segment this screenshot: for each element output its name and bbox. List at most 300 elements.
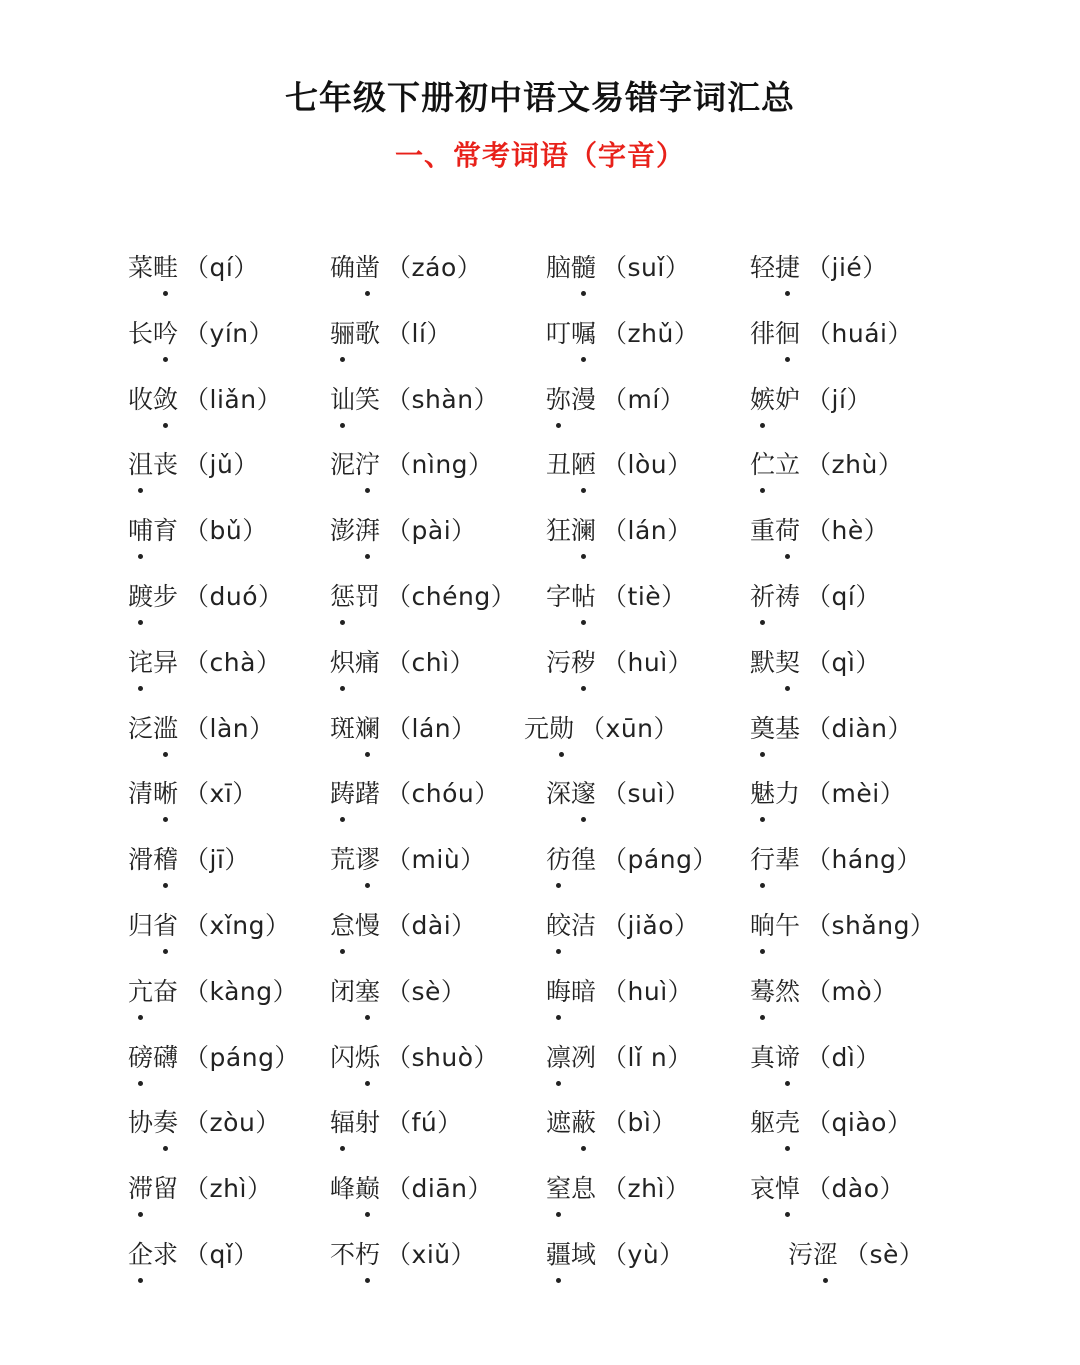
vocab-entry (750, 968, 898, 1016)
vocab-char-text: 狂 (546, 516, 572, 546)
emphasis-dot-icon (138, 1081, 143, 1086)
vocab-word (330, 639, 380, 687)
vocab-entry (128, 244, 259, 292)
emphasis-dot-icon (760, 620, 765, 625)
vocab-char (355, 1034, 380, 1082)
emphasis-dot-icon (556, 1015, 561, 1020)
vocab-pinyin: （páng） (184, 1042, 300, 1072)
vocab-char (571, 376, 596, 424)
vocab-entry (546, 573, 687, 621)
vocab-entry (546, 836, 718, 884)
vocab-entry (330, 573, 516, 621)
vocab-word (546, 244, 596, 292)
vocab-char-text: 惩 (330, 581, 356, 611)
vocab-char-text: 泛 (128, 713, 154, 743)
vocab-entry (128, 639, 281, 687)
vocab-char (571, 507, 596, 555)
emphasis-dot-icon (163, 883, 168, 888)
vocab-row (0, 639, 1080, 705)
vocab-char (571, 968, 596, 1016)
vocab-pinyin: （xiǔ） (386, 1239, 477, 1269)
vocab-pinyin: （yín） (184, 318, 275, 348)
vocab-pinyin: （mò） (806, 976, 898, 1006)
vocab-char-text: 罚 (355, 581, 381, 611)
vocab-char-text: 澜 (571, 516, 597, 546)
vocab-char (330, 1099, 355, 1147)
vocab-char (524, 705, 549, 753)
vocab-char-text: 谛 (775, 1042, 801, 1072)
vocab-word (546, 1099, 596, 1147)
vocab-char-text: 洁 (571, 910, 597, 940)
vocab-entry (750, 244, 888, 292)
vocab-char (153, 902, 178, 950)
emphasis-dot-icon (340, 949, 345, 954)
vocab-char-text: 悼 (775, 1174, 801, 1204)
emphasis-dot-icon (581, 686, 586, 691)
vocab-pinyin: （lòu） (602, 450, 693, 480)
vocab-char-text: 涩 (813, 1239, 839, 1269)
vocab-char-text: 炽 (330, 647, 356, 677)
vocab-row (0, 770, 1080, 836)
emphasis-dot-icon (581, 620, 586, 625)
vocab-entry (330, 705, 477, 753)
vocab-char-text: 陋 (571, 450, 597, 480)
vocab-pinyin: （làn） (184, 713, 275, 743)
vocab-word (750, 1034, 800, 1082)
vocab-pinyin: （sè） (844, 1239, 925, 1269)
vocab-char-text: 祷 (775, 581, 801, 611)
section-heading: 一、常考词语（字音） (394, 139, 685, 172)
vocab-word (546, 902, 596, 950)
vocab-word (524, 705, 574, 753)
vocab-entry (546, 1165, 690, 1213)
vocab-char (546, 902, 571, 950)
vocab-row (0, 705, 1080, 771)
vocab-pinyin: （shuò） (386, 1042, 500, 1072)
vocab-word (330, 244, 380, 292)
vocab-char-text: 企 (128, 1239, 154, 1269)
vocab-char (330, 770, 355, 818)
vocab-char (571, 902, 596, 950)
vocab-word (546, 836, 596, 884)
emphasis-dot-icon (138, 488, 143, 493)
vocab-char (571, 1034, 596, 1082)
vocab-pinyin: （mí） (602, 384, 686, 414)
vocab-char-text: 慢 (355, 910, 381, 940)
vocab-row (0, 902, 1080, 968)
vocab-pinyin: （jiǎo） (602, 910, 700, 940)
vocab-char (775, 639, 800, 687)
vocab-char-text: 疆 (546, 1239, 572, 1269)
vocab-word (330, 310, 380, 358)
vocab-row (0, 1231, 1080, 1297)
vocab-char (355, 968, 380, 1016)
vocab-pinyin: （huái） (806, 318, 913, 348)
vocab-pinyin: （dào） (806, 1174, 906, 1204)
vocab-word (750, 376, 800, 424)
vocab-char-text: 嘱 (571, 318, 597, 348)
vocab-entry (128, 573, 284, 621)
vocab-pinyin: （sè） (386, 976, 467, 1006)
vocab-pinyin: （bǔ） (184, 516, 268, 546)
emphasis-dot-icon (163, 291, 168, 296)
vocab-char (549, 705, 574, 753)
vocab-char (128, 244, 153, 292)
vocab-pinyin: （huì） (602, 647, 694, 677)
vocab-char-text: 徊 (775, 318, 801, 348)
vocab-char (355, 376, 380, 424)
vocab-char (355, 1231, 380, 1279)
vocab-char (128, 1099, 153, 1147)
emphasis-dot-icon (340, 1146, 345, 1151)
vocab-pinyin: （lán） (602, 516, 693, 546)
vocab-char (775, 310, 800, 358)
vocab-row (0, 836, 1080, 902)
vocab-word (546, 310, 596, 358)
vocab-char (750, 1034, 775, 1082)
vocab-entry (128, 1034, 300, 1082)
vocab-pinyin: （fú） (386, 1108, 463, 1138)
vocab-word (128, 310, 178, 358)
vocab-char (128, 639, 153, 687)
vocab-pinyin: （xī） (184, 779, 258, 809)
emphasis-dot-icon (365, 752, 370, 757)
vocab-char (775, 507, 800, 555)
vocab-char (330, 836, 355, 884)
vocab-char (128, 902, 153, 950)
vocab-char-text: 重 (750, 516, 776, 546)
emphasis-dot-icon (556, 1212, 561, 1217)
vocab-char-text: 泥 (330, 450, 356, 480)
vocab-char-text: 归 (128, 910, 154, 940)
vocab-char (355, 441, 380, 489)
vocab-pinyin: （xǐng） (184, 910, 291, 940)
emphasis-dot-icon (785, 291, 790, 296)
vocab-char-text: 泞 (355, 450, 381, 480)
vocab-char-text: 长 (128, 318, 154, 348)
vocab-entry (128, 1099, 281, 1147)
vocab-word (750, 639, 800, 687)
vocab-word (330, 507, 380, 555)
vocab-word (330, 1231, 380, 1279)
vocab-char-text: 塞 (355, 976, 381, 1006)
vocab-word (128, 836, 178, 884)
vocab-char (546, 310, 571, 358)
vocab-char-text: 敛 (153, 384, 179, 414)
vocab-char-text: 诧 (128, 647, 154, 677)
vocab-char-text: 晦 (546, 976, 572, 1006)
vocab-pinyin: （liǎn） (184, 384, 283, 414)
vocab-char-text: 皎 (546, 910, 572, 940)
vocab-pinyin: （qiào） (806, 1108, 913, 1138)
vocab-entry (546, 507, 693, 555)
vocab-char-text: 亢 (128, 976, 154, 1006)
vocab-char-text: 弥 (546, 384, 572, 414)
vocab-entry (546, 968, 693, 1016)
vocab-char (128, 376, 153, 424)
vocab-word (546, 376, 596, 424)
vocab-pinyin: （dài） (386, 910, 477, 940)
vocab-char-text: 遮 (546, 1108, 572, 1138)
vocab-char-text: 斑 (330, 713, 356, 743)
vocab-row (0, 507, 1080, 573)
vocab-char-text: 躯 (750, 1108, 776, 1138)
emphasis-dot-icon (760, 817, 765, 822)
emphasis-dot-icon (785, 1146, 790, 1151)
vocab-word (546, 507, 596, 555)
vocab-entry (330, 376, 499, 424)
vocab-word (750, 770, 800, 818)
vocab-word (330, 770, 380, 818)
emphasis-dot-icon (760, 883, 765, 888)
vocab-pinyin: （zhǔ） (602, 318, 700, 348)
vocab-row (0, 1034, 1080, 1100)
vocab-char (330, 639, 355, 687)
vocab-char-text: 荒 (330, 845, 356, 875)
vocab-pinyin: （jǔ） (184, 450, 259, 480)
vocab-word (546, 573, 596, 621)
vocab-char-text: 帖 (571, 581, 597, 611)
emphasis-dot-icon (581, 488, 586, 493)
vocab-char (571, 1165, 596, 1213)
vocab-word (546, 1231, 596, 1279)
vocab-char-text: 轻 (750, 253, 776, 282)
vocab-char (571, 244, 596, 292)
vocab-entry (750, 1099, 912, 1147)
vocab-pinyin: （bì） (602, 1108, 677, 1138)
vocab-char-text: 深 (546, 779, 572, 809)
emphasis-dot-icon (163, 949, 168, 954)
vocab-entry (546, 1231, 685, 1279)
vocab-word (128, 507, 178, 555)
vocab-pinyin: （miù） (386, 845, 486, 875)
vocab-entry (128, 705, 275, 753)
vocab-char-text: 力 (775, 779, 801, 809)
vocab-char (546, 968, 571, 1016)
vocab-char-text: 妒 (775, 384, 801, 414)
vocab-word (750, 836, 800, 884)
vocab-char-text: 丧 (153, 450, 179, 480)
emphasis-dot-icon (365, 291, 370, 296)
vocab-char-text: 基 (775, 713, 801, 743)
vocab-char (330, 244, 355, 292)
vocab-char (128, 310, 153, 358)
vocab-char-text: 巅 (355, 1174, 381, 1204)
vocab-char (355, 770, 380, 818)
vocab-char (330, 310, 355, 358)
vocab-char-text: 笑 (355, 384, 381, 414)
vocab-entry (128, 770, 258, 818)
emphasis-dot-icon (138, 1278, 143, 1283)
vocab-pinyin: （háng） (806, 845, 922, 875)
vocab-char-text: 歌 (355, 318, 381, 348)
vocab-char-text: 息 (571, 1174, 597, 1204)
vocab-pinyin: （huì） (602, 976, 694, 1006)
vocab-entry (330, 1034, 499, 1082)
vocab-entry (750, 836, 922, 884)
vocab-pinyin: （zhù） (806, 450, 904, 480)
vocab-char (750, 836, 775, 884)
vocab-pinyin: （záo） (386, 253, 483, 282)
vocab-word (330, 705, 380, 753)
emphasis-dot-icon (556, 1278, 561, 1283)
vocab-entry (750, 902, 935, 950)
vocab-char-text: 沮 (128, 450, 154, 480)
vocab-char (128, 705, 153, 753)
vocab-char (546, 1165, 571, 1213)
vocab-char (750, 507, 775, 555)
vocab-char-text: 元 (524, 713, 550, 743)
emphasis-dot-icon (556, 883, 561, 888)
vocab-char (571, 1099, 596, 1147)
vocab-row (0, 376, 1080, 442)
vocab-char-text: 讪 (330, 384, 356, 414)
page-title: 七年级下册初中语文易错字词汇总 (285, 78, 795, 117)
vocab-char (750, 968, 775, 1016)
vocab-entry (128, 376, 282, 424)
emphasis-dot-icon (556, 1081, 561, 1086)
vocab-entry (750, 770, 905, 818)
emphasis-dot-icon (340, 357, 345, 362)
vocab-char (546, 836, 571, 884)
vocab-char (546, 770, 571, 818)
vocab-char (153, 244, 178, 292)
emphasis-dot-icon (365, 883, 370, 888)
vocab-char-text: 辐 (330, 1108, 356, 1138)
vocab-word (128, 1165, 178, 1213)
vocab-char (775, 968, 800, 1016)
vocab-entry (546, 310, 699, 358)
vocab-char-text: 真 (750, 1042, 776, 1072)
vocab-word (750, 573, 800, 621)
vocab-char (775, 1034, 800, 1082)
emphasis-dot-icon (760, 488, 765, 493)
vocab-char-text: 徨 (571, 845, 597, 875)
vocab-char (153, 1099, 178, 1147)
vocab-entry (330, 836, 486, 884)
emphasis-dot-icon (365, 488, 370, 493)
vocab-char (546, 507, 571, 555)
vocab-entry (750, 376, 872, 424)
vocab-char (153, 1231, 178, 1279)
vocab-char-text: 菜 (128, 253, 154, 282)
vocab-char-text: 嫉 (750, 384, 776, 414)
vocab-entry (546, 244, 690, 292)
emphasis-dot-icon (785, 357, 790, 362)
vocab-pinyin: （zòu） (184, 1108, 281, 1138)
emphasis-dot-icon (365, 554, 370, 559)
vocab-char (571, 573, 596, 621)
vocab-char (571, 770, 596, 818)
vocab-char (775, 705, 800, 753)
vocab-pinyin: （diān） (386, 1174, 494, 1204)
vocab-char-text: 清 (128, 779, 154, 809)
vocab-char-text: 烁 (355, 1042, 381, 1072)
vocab-char-text: 漫 (571, 384, 597, 414)
vocab-char (546, 1034, 571, 1082)
vocab-char (128, 770, 153, 818)
vocab-char-text: 哀 (750, 1174, 776, 1204)
vocab-char-text: 步 (153, 581, 179, 611)
vocab-char-text: 伫 (750, 450, 776, 480)
vocab-char-text: 默 (750, 647, 776, 677)
emphasis-dot-icon (340, 686, 345, 691)
vocab-entry (750, 1165, 905, 1213)
vocab-pinyin: （zhì） (602, 1174, 691, 1204)
vocab-char-text: 徘 (750, 318, 776, 348)
vocab-char (775, 770, 800, 818)
emphasis-dot-icon (556, 423, 561, 428)
vocab-word (546, 441, 596, 489)
vocab-char-text: 畦 (153, 253, 179, 282)
vocab-char (775, 1165, 800, 1213)
vocab-char-text: 魅 (750, 779, 776, 809)
vocab-char (330, 902, 355, 950)
vocab-char-text: 求 (153, 1239, 179, 1269)
vocab-char-text: 凛 (546, 1042, 572, 1072)
vocab-char (153, 573, 178, 621)
vocab-entry (750, 1034, 881, 1082)
vocab-row (0, 310, 1080, 376)
vocab-char-text: 荷 (775, 516, 801, 546)
vocab-word (330, 1034, 380, 1082)
vocab-char-text: 彷 (546, 845, 572, 875)
vocab-char (775, 244, 800, 292)
vocab-char-text: 哺 (128, 516, 154, 546)
vocab-char (128, 1034, 153, 1082)
vocab-char (128, 968, 153, 1016)
vocab-word (128, 639, 178, 687)
emphasis-dot-icon (581, 817, 586, 822)
vocab-char-text: 晰 (153, 779, 179, 809)
vocab-pinyin: （shàn） (386, 384, 500, 414)
vocab-char (546, 376, 571, 424)
vocab-word (128, 573, 178, 621)
vocab-char-text: 脑 (546, 253, 572, 282)
vocab-char (153, 705, 178, 753)
vocab-word (546, 1034, 596, 1082)
vocab-pinyin: （xūn） (580, 713, 680, 743)
vocab-char (355, 902, 380, 950)
vocab-char (330, 1034, 355, 1082)
vocab-pinyin: （duó） (184, 581, 284, 611)
vocab-char-text: 闪 (330, 1042, 356, 1072)
emphasis-dot-icon (785, 554, 790, 559)
vocab-char-text: 叮 (546, 318, 572, 348)
vocab-entry (546, 441, 693, 489)
vocab-char-text: 蔽 (571, 1108, 597, 1138)
vocab-char-text: 契 (775, 647, 801, 677)
vocab-entry (128, 1165, 272, 1213)
vocab-pinyin: （suì） (602, 779, 691, 809)
vocab-char (128, 507, 153, 555)
vocab-entry (546, 770, 690, 818)
vocab-char-text: 窒 (546, 1174, 572, 1204)
vocab-char-text: 午 (775, 910, 801, 940)
emphasis-dot-icon (581, 1146, 586, 1151)
vocab-char (153, 507, 178, 555)
vocab-char-text: 朽 (355, 1239, 381, 1269)
vocab-char-text: 澎 (330, 516, 356, 546)
vocab-word (330, 441, 380, 489)
vocab-word (750, 705, 800, 753)
vocab-char (775, 573, 800, 621)
vocab-char-text: 滥 (153, 713, 179, 743)
vocab-word (788, 1231, 838, 1279)
vocab-char-text: 斓 (355, 713, 381, 743)
vocab-word (750, 1165, 800, 1213)
vocab-char (128, 1165, 153, 1213)
